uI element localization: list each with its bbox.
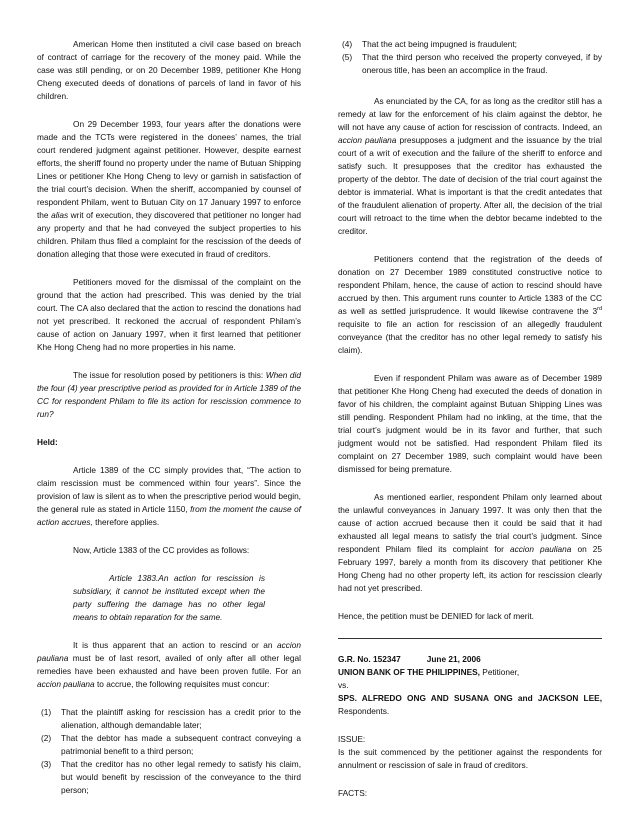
paragraph-ca-enunciation: [338, 95, 602, 238]
list-number: (5): [342, 52, 353, 62]
issue-text-line: [338, 746, 602, 772]
paragraph-issue: [37, 369, 301, 421]
paragraph-text: Now, Article 1383 of the CC provides as follows:: [73, 545, 250, 555]
paragraph-text: Even if respondent Philam was aware as of December 1989 that petitioner Khe Hong Cheng had executed the deeds of donation in favor of his children, the complaint against Butuan Shipping Lines was still pending. Respondent Philam had no inkling, at the time, that the trial court’s judgment would be in its favor and further, that such judgment would not be satisfied. Had respondent Philam filed its complaint on 27 December 1989, such complaint would have been dismissed for being premature.: [338, 373, 602, 474]
paragraph-text: Petitioners moved for the dismissal of the complaint on the ground that the action had prescribed. This was denied by the trial court. The CA also declared that the action to rescind the donations had not yet prescribed. It reckoned the accrual of respondent Philam’s cause of action on January 1997, when it first learned that petitioner Khe Hong Cheng had no more properties in his name.: [37, 277, 301, 352]
list-item: [338, 51, 602, 77]
petitioner-line: [338, 666, 602, 679]
paragraph-as-mentioned: [338, 491, 602, 595]
list-text: That the plaintiff asking for rescission has a credit prior to the alienation, although demandable later;: [61, 707, 301, 730]
list-text: That the debtor has made a subsequent contract conveying a patrimonial benefit to a third person;: [61, 733, 301, 756]
held-heading: [37, 436, 301, 449]
italic-term: alias: [51, 210, 69, 220]
italic-term: accion pauliana: [338, 135, 397, 145]
article-1383-quote: [73, 572, 265, 624]
left-column: [37, 38, 301, 809]
paragraph-text: to accrue, the following requisites must concur:: [94, 679, 270, 689]
paragraph-text: As mentioned earlier, respondent Philam only learned about the unlawful conveyances in January 1997. It was only then that the cause of action accrued because then it could be said that it had exhausted all legal means to satisfy the trial court’s judgment. Since respondent Philam filed its complaint for: [338, 492, 602, 554]
paragraph-even-if: [338, 372, 602, 476]
petitioner-role: Petitioner,: [479, 667, 520, 677]
paragraph-accion-pauliana: [37, 639, 301, 691]
requisites-list-continued: [338, 38, 602, 77]
paragraph-article-1383-intro: [37, 544, 301, 557]
paragraph-text: Petitioners contend that the registration of the deeds of donation on 27 December 1989 constituted constructive notice to respondent Philam, hence, the cause of action to rescind should have accrued by then. This argument runs counter to Article 1383 of the CC as well as settled jurisprudence. It would likewise contravene the 3: [338, 254, 602, 316]
paragraph-judgment: [37, 118, 301, 261]
paragraph-conclusion: [338, 610, 602, 623]
list-text: That the creditor has no other legal remedy to satisfy his claim, but would benefit by rescission of the conveyance to the third person;: [61, 759, 301, 795]
list-text: That the act being impugned is fraudulent;: [362, 39, 517, 49]
versus-text: vs.: [338, 680, 349, 690]
list-number: (2): [41, 733, 52, 743]
section-divider: [338, 638, 602, 639]
paragraph-text: therefore applies.: [92, 517, 160, 527]
list-number: (3): [41, 759, 52, 769]
list-item: [37, 706, 301, 732]
ordinal-superscript: rd: [597, 306, 602, 313]
italic-term: accion pauliana: [37, 679, 95, 689]
italic-term: accion pauliana: [509, 544, 572, 554]
paragraph-text: Article 1389 of the CC simply provides that, “The action to claim rescission must be commenced within four years”. Since the provision of law is silent as to when the prescriptive period would begin, the general rule as stated in Article 1150,: [37, 465, 301, 514]
paragraph-text: On 29 December 1993, four years after the donations were made and the TCTs were registered in the donees’ names, the trial court rendered judgment against petitioner. However, despite earnest efforts, the sheriff found no property under the name of Butuan Shipping Lines or petitioner Khe Hong Cheng to levy or garnish in satisfaction of the trial court’s decision. When the sheriff, accompanied by counsel of respondent Philam, went to Butuan City on 17 January 1997 to enforce the: [37, 119, 301, 220]
issue-question: When did the four (4) year prescriptive period as provided for in Article 1389 of the CC for respondent Philam to file its action for rescission commence to run?: [37, 370, 301, 419]
facts-label: FACTS:: [338, 788, 368, 798]
list-item: [37, 758, 301, 797]
paragraph-american-home: [37, 38, 301, 103]
paragraph-petitioners-contend: [338, 253, 602, 357]
versus-line: [338, 679, 602, 692]
held-label: Held:: [37, 437, 58, 447]
paragraph-text: As enunciated by the CA, for as long as the creditor still has a remedy at law for the enforcement of his claim against the debtor, he will not have any cause of action for rescission of contracts. Indeed, an: [338, 96, 602, 132]
paragraph-dismissal: [37, 276, 301, 354]
right-column: [338, 38, 602, 815]
case-number-line: [338, 653, 602, 666]
case-number: G.R. No. 152347: [338, 654, 401, 664]
quote-body: An action for rescission is subsidiary, it cannot be instituted except when the party suffering the damage has no other legal means to obtain reparation for the same.: [73, 573, 265, 622]
paragraph-text: requisite to file an action for rescission of an allegedly fraudulent conveyance (that the creditor has no other legal remedy to satisfy his claim).: [338, 319, 602, 355]
facts-label-line: [338, 787, 602, 800]
italic-term: accion pauliana: [37, 640, 301, 663]
issue-text: Is the suit commenced by the petitioner against the respondents for annulment or rescission of sale in fraud of creditors.: [338, 747, 602, 770]
petitioner-name: UNION BANK OF THE PHILIPPINES,: [338, 667, 480, 677]
paragraph-text: must be of last resort, availed of only after all other legal remedies have been exhausted and have been proven futile. For an: [37, 653, 301, 676]
issue-label: ISSUE:: [338, 734, 366, 744]
paragraph-text: writ of execution, they discovered that petitioner no longer had any property and that he had conveyed the subject properties to his children. Philam thus filed a complaint for the rescission of the deeds of donation alleging that those were executed in fraud of creditors.: [37, 210, 302, 259]
respondent-line: [338, 692, 602, 718]
respondent-role: Respondents.: [338, 706, 390, 716]
issue-label-line: [338, 733, 602, 746]
requisites-list: [37, 706, 301, 797]
paragraph-text: American Home then instituted a civil case based on breach of contract of carriage for the recovery of the money paid. While the case was still pending, or on 20 December 1989, petitioner Khe Hong Cheng executed deeds of donations of parcels of land in favor of his children.: [37, 39, 301, 101]
paragraph-text: It is thus apparent that an action to rescind or an: [73, 640, 278, 650]
list-text: That the third person who received the property conveyed, if by onerous title, has been an accomplice in the fraud.: [362, 52, 602, 75]
respondent-names: SPS. ALFREDO ONG AND SUSANA ONG and JACKSON LEE,: [338, 693, 602, 703]
paragraph-text: The issue for resolution posed by petitioners is this:: [73, 370, 266, 380]
paragraph-article-1389: [37, 464, 301, 529]
paragraph-text: presupposes a judgment and the issuance by the trial court of a writ of execution and the failure of the sheriff to enforce and satisfy such. It presupposes that the creditor has exhausted the property of the debtor. The date of decision of the trial court against the debtor is immaterial. What is important is that the credit antedates that of the fraudulent alienation of property. After all, the decision of the trial court will retroact to the time when the debtor became indebted to the creditor.: [338, 135, 602, 236]
list-item: [37, 732, 301, 758]
quote-article-label: Article 1383.: [109, 573, 159, 583]
paragraph-text: Hence, the petition must be DENIED for lack of merit.: [338, 611, 534, 621]
italic-phrase: from the moment the cause of action accrues,: [37, 504, 301, 527]
paragraph-text: on 25 February 1997, barely a month from its discovery that petitioner Khe Hong Cheng had no other property left, its action for rescission clearly had not yet prescribed.: [338, 544, 602, 593]
list-item: [338, 38, 602, 51]
list-number: (1): [41, 707, 52, 717]
case-date: June 21, 2006: [426, 654, 481, 664]
list-number: (4): [342, 39, 353, 49]
